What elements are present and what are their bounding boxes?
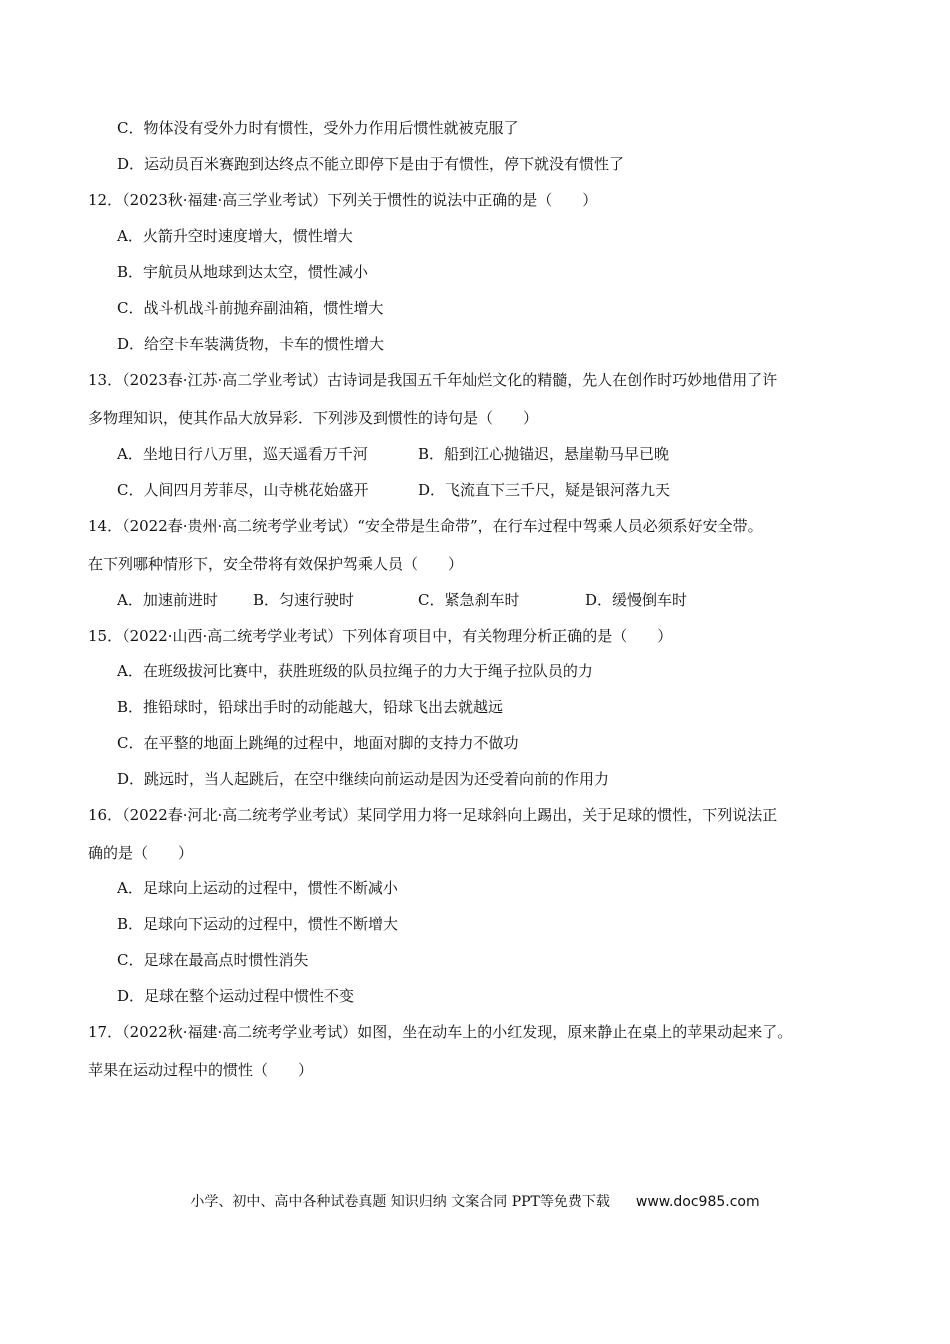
q11-option-d: D．运动员百米赛跑到达终点不能立即停下是由于有惯性，停下就没有惯性了: [117, 155, 625, 173]
q17-stem-line2: 苹果在运动过程中的惯性（ ）: [88, 1061, 314, 1079]
q12-option-a: A．火箭升空时速度增大，惯性增大: [117, 227, 353, 245]
q15-option-b: B．推铅球时，铅球出手时的动能越大，铅球飞出去就越远: [117, 698, 504, 716]
q14-option-c: C．紧急刹车时: [418, 591, 520, 609]
q12-stem: 12．（2023秋·福建·高三学业考试）下列关于惯性的说法中正确的是（ ）: [88, 191, 598, 209]
q16-option-b: B．足球向下运动的过程中，惯性不断增大: [117, 915, 399, 933]
q16-stem-line1: 16．（2022春·河北·高二统考学业考试）某同学用力将一足球斜向上踢出，关于足球的惯性，下列说法正: [88, 806, 778, 824]
footer-text: 小学、初中、高中各种试卷真题 知识归纳 文案合同 PPT等免费下载: [190, 1194, 610, 1210]
q13-option-d: D．飞流直下三千尺，疑是银河落九天: [418, 481, 671, 499]
q16-option-c: C．足球在最高点时惯性消失: [117, 951, 309, 969]
q15-stem: 15．（2022·山西·高二统考学业考试）下列体育项目中，有关物理分析正确的是（ ）: [88, 627, 673, 645]
q17-stem-line1: 17．（2022秋·福建·高二统考学业考试）如图，坐在动车上的小红发现，原来静止在桌上的苹果动起来了。: [88, 1023, 793, 1041]
q11-option-c: C．物体没有受外力时有惯性，受外力作用后惯性就被克服了: [117, 119, 519, 137]
page-footer: [0, 1192, 950, 1212]
q14-stem-line1: 14．（2022春·贵州·高二统考学业考试）“安全带是生命带”，在行车过程中驾乘人员必须系好安全带。: [88, 517, 763, 535]
footer-site-link[interactable]: www.doc985.com: [635, 1194, 760, 1210]
q14-stem-line2: 在下列哪种情形下，安全带将有效保护驾乘人员（ ）: [88, 555, 464, 573]
q13-stem-line1: 13．（2023春·江苏·高二学业考试）古诗词是我国五千年灿烂文化的精髓，先人在创作时巧妙地借用了许: [88, 371, 778, 389]
q14-option-d: D．缓慢倒车时: [585, 591, 688, 609]
q15-option-d: D．跳远时，当人起跳后，在空中继续向前运动是因为还受着向前的作用力: [117, 770, 610, 788]
q13-option-c: C．人间四月芳菲尽，山寺桃花始盛开: [117, 481, 369, 499]
q12-option-b: B．宇航员从地球到达太空，惯性减小: [117, 263, 369, 281]
q14-option-a: A．加速前进时: [117, 591, 218, 609]
q16-option-d: D．足球在整个运动过程中惯性不变: [117, 987, 355, 1005]
q15-option-a: A．在班级拔河比赛中，获胜班级的队员拉绳子的力大于绳子拉队员的力: [117, 662, 593, 680]
q16-option-a: A．足球向上运动的过程中，惯性不断减小: [117, 879, 398, 897]
q16-stem-line2: 确的是（ ）: [88, 844, 194, 862]
q13-option-a: A．坐地日行八万里，巡天遥看万千河: [117, 445, 368, 463]
q12-option-c: C．战斗机战斗前抛弃副油箱，惯性增大: [117, 299, 384, 317]
q13-stem-line2: 多物理知识，使其作品大放异彩．下列涉及到惯性的诗句是（ ）: [88, 409, 539, 427]
q14-option-b: B．匀速行驶时: [253, 591, 355, 609]
q15-option-c: C．在平整的地面上跳绳的过程中，地面对脚的支持力不做功: [117, 734, 519, 752]
q13-option-b: B．船到江心抛锚迟，悬崖勒马早已晚: [418, 445, 670, 463]
q12-option-d: D．给空卡车装满货物，卡车的惯性增大: [117, 335, 385, 353]
